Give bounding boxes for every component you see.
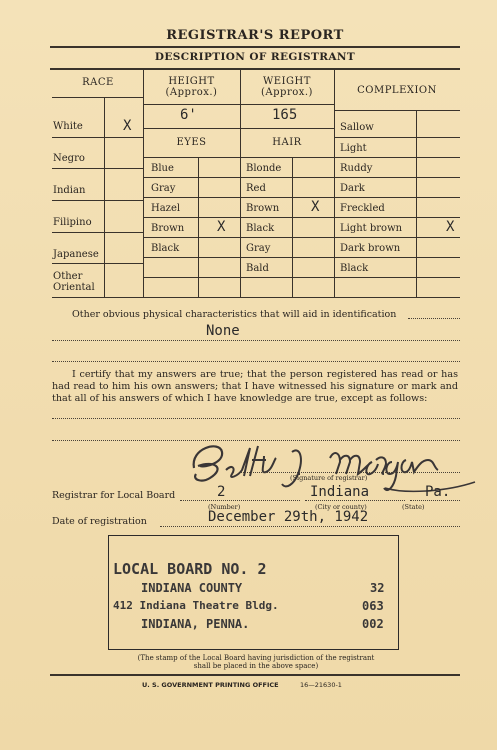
eyes-mark: X <box>217 219 226 235</box>
city-caption: (City or county) <box>315 503 367 511</box>
height-header: HEIGHT <box>168 76 215 87</box>
height-value: 6' <box>180 107 197 123</box>
race-mark: X <box>123 118 132 134</box>
hair-brown: Brown <box>246 203 280 214</box>
complexion-freckled: Freckled <box>340 203 385 214</box>
eyes-blue: Blue <box>151 163 174 174</box>
hair-header: HAIR <box>272 137 302 148</box>
form-number: 16—21630-1 <box>300 681 342 689</box>
date-label: Date of registration <box>52 516 147 527</box>
complexion-light-brown: Light brown <box>340 223 403 234</box>
printer-footer: U. S. GOVERNMENT PRINTING OFFICE <box>142 681 279 689</box>
form-subtitle: DESCRIPTION OF REGISTRANT <box>154 51 356 63</box>
stamp-line2: INDIANA COUNTY <box>141 581 243 595</box>
complexion-black: Black <box>340 263 369 274</box>
weight-sub: (Approx.) <box>261 87 313 98</box>
other-characteristics-label: Other obvious physical characteristics that will aid in identification <box>72 309 397 320</box>
state-caption: (State) <box>402 503 425 511</box>
stamp-line4: INDIANA, PENNA. <box>141 617 250 631</box>
race-header: RACE <box>82 77 114 88</box>
other-characteristics-value: None <box>206 323 240 339</box>
number-caption: (Number) <box>208 503 241 511</box>
race-white: White <box>53 121 83 132</box>
local-board-stamp <box>108 535 399 650</box>
local-board-number: 2 <box>217 484 226 500</box>
weight-value: 165 <box>272 107 298 123</box>
complexion-light: Light <box>340 143 367 154</box>
form-title: REGISTRAR'S REPORT <box>166 28 344 43</box>
hair-black: Black <box>246 223 275 234</box>
certification-text: I certify that my answers are true; that the person registered has read or has had read to him his own answers; that I have witnessed his signature or mark and that all of his answers of which I have knowledge are true, except as follows: <box>52 369 458 404</box>
complexion-sallow: Sallow <box>340 122 374 133</box>
stamp-caption-2: shall be placed in the above space) <box>193 662 319 670</box>
eyes-black: Black <box>151 243 180 254</box>
complexion-dark: Dark <box>340 183 365 194</box>
stamp-line1: LOCAL BOARD NO. 2 <box>113 560 267 578</box>
weight-header: WEIGHT <box>263 76 311 87</box>
complexion-mark: X <box>446 219 455 235</box>
race-filipino: Filipino <box>53 217 92 228</box>
eyes-hazel: Hazel <box>151 203 181 214</box>
stamp-line4-num: 002 <box>362 617 384 631</box>
stamp-line3-num: 063 <box>362 599 384 613</box>
eyes-header: EYES <box>176 137 207 148</box>
hair-blonde: Blonde <box>246 163 282 174</box>
hair-mark: X <box>311 199 320 215</box>
race-other-oriental: Other Oriental <box>53 271 95 293</box>
eyes-gray: Gray <box>151 183 176 194</box>
height-sub: (Approx.) <box>165 87 218 98</box>
stamp-line2-num: 32 <box>370 581 385 595</box>
hair-red: Red <box>246 183 266 194</box>
race-japanese: Japanese <box>53 249 99 260</box>
complexion-ruddy: Ruddy <box>340 163 373 174</box>
date-value: December 29th, 1942 <box>208 509 369 525</box>
hair-bald: Bald <box>246 263 269 274</box>
race-indian: Indian <box>53 185 86 196</box>
complexion-dark-brown: Dark brown <box>340 243 401 254</box>
registrar-label: Registrar for Local Board <box>52 490 176 501</box>
complexion-header: COMPLEXION <box>357 85 437 96</box>
hair-gray: Gray <box>246 243 271 254</box>
registrar-city: Indiana <box>310 484 370 500</box>
signature-caption: (Signature of registrar) <box>290 474 368 482</box>
race-negro: Negro <box>53 153 85 164</box>
stamp-caption-1: (The stamp of the Local Board having jurisdiction of the registrant <box>137 654 375 662</box>
eyes-brown: Brown <box>151 223 185 234</box>
registrar-state: Pa. <box>425 484 451 500</box>
stamp-line3: 412 Indiana Theatre Bldg. <box>113 599 279 612</box>
